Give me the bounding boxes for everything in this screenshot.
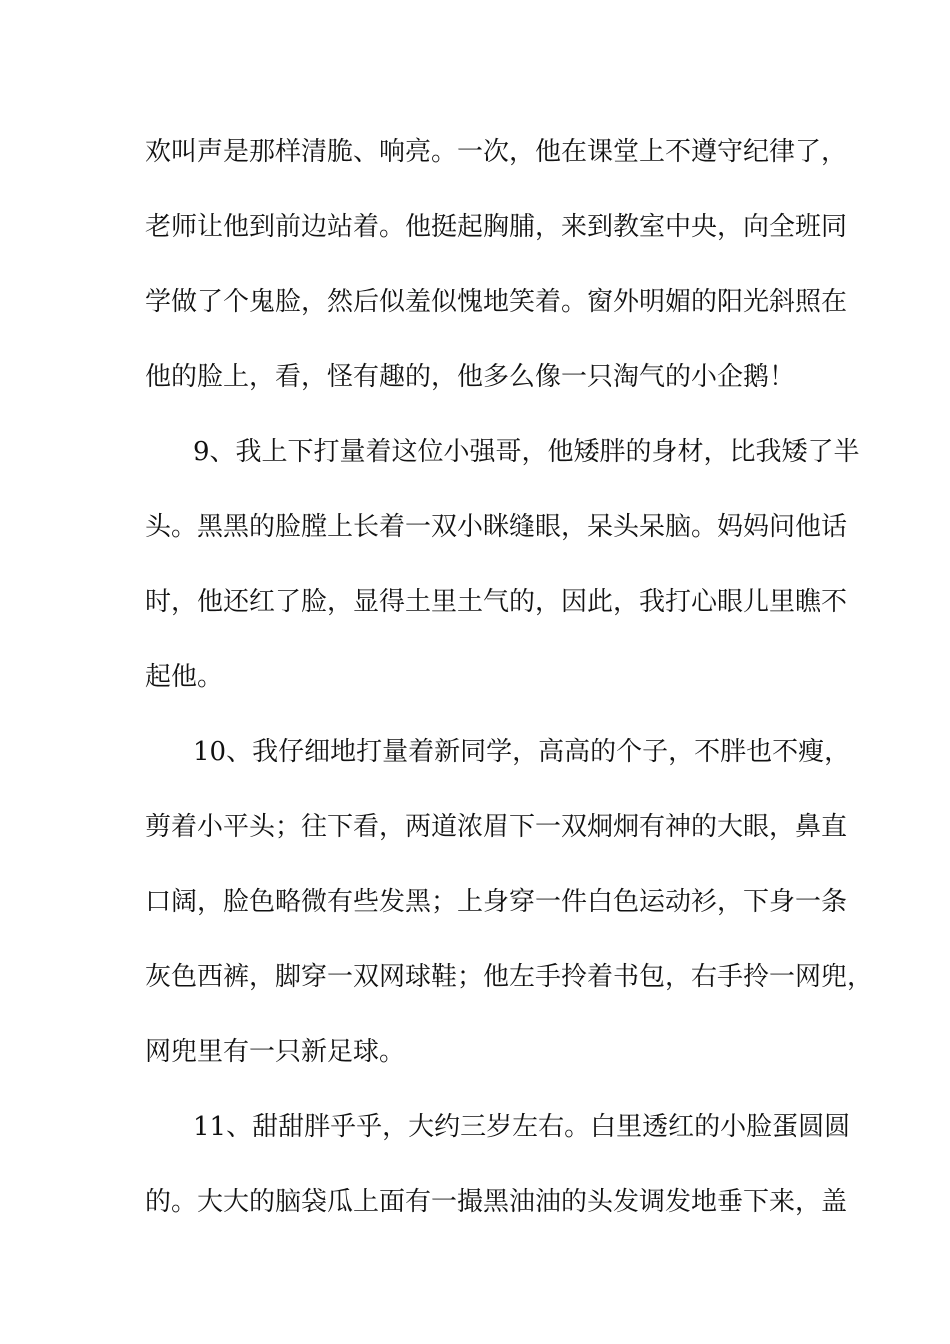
text-line: 口阔，脸色略微有些发黑；上身穿一件白色运动衫，下身一条: [145, 887, 848, 917]
text-line: 欢叫声是那样清脆、响亮。一次，他在课堂上不遵守纪律了，: [145, 137, 848, 167]
text-line: 的。大大的脑袋瓜上面有一撮黑油油的头发调发地垂下来，盖: [145, 1187, 848, 1217]
text-line: 学做了个鬼脸，然后似羞似愧地笑着。窗外明媚的阳光斜照在: [145, 287, 848, 317]
text-line: 头。黑黑的脸膛上长着一双小眯缝眼，呆头呆脑。妈妈问他话: [145, 512, 848, 542]
text-line: 灰色西裤，脚穿一双网球鞋；他左手拎着书包，右手拎一网兜，: [145, 962, 874, 992]
paragraph-start-line: 11、甜甜胖乎乎，大约三岁左右。白里透红的小脸蛋圆圆: [193, 1112, 851, 1142]
text-line: 老师让他到前边站着。他挺起胸脯，来到教室中央，向全班同: [145, 212, 848, 242]
text-line: 剪着小平头；往下看，两道浓眉下一双炯炯有神的大眼，鼻直: [145, 812, 848, 842]
paragraph-start-line: 10、我仔细地打量着新同学，高高的个子，不胖也不瘦，: [193, 737, 851, 767]
paragraph-start-line: 9、我上下打量着这位小强哥，他矮胖的身材，比我矮了半: [193, 437, 860, 467]
text-line: 时，他还红了脸，显得土里土气的，因此，我打心眼儿里瞧不: [145, 587, 848, 617]
text-line: 起他。: [145, 662, 224, 692]
text-line: 他的脸上，看，怪有趣的，他多么像一只淘气的小企鹅！: [145, 362, 796, 392]
text-line: 网兜里有一只新足球。: [145, 1037, 406, 1067]
